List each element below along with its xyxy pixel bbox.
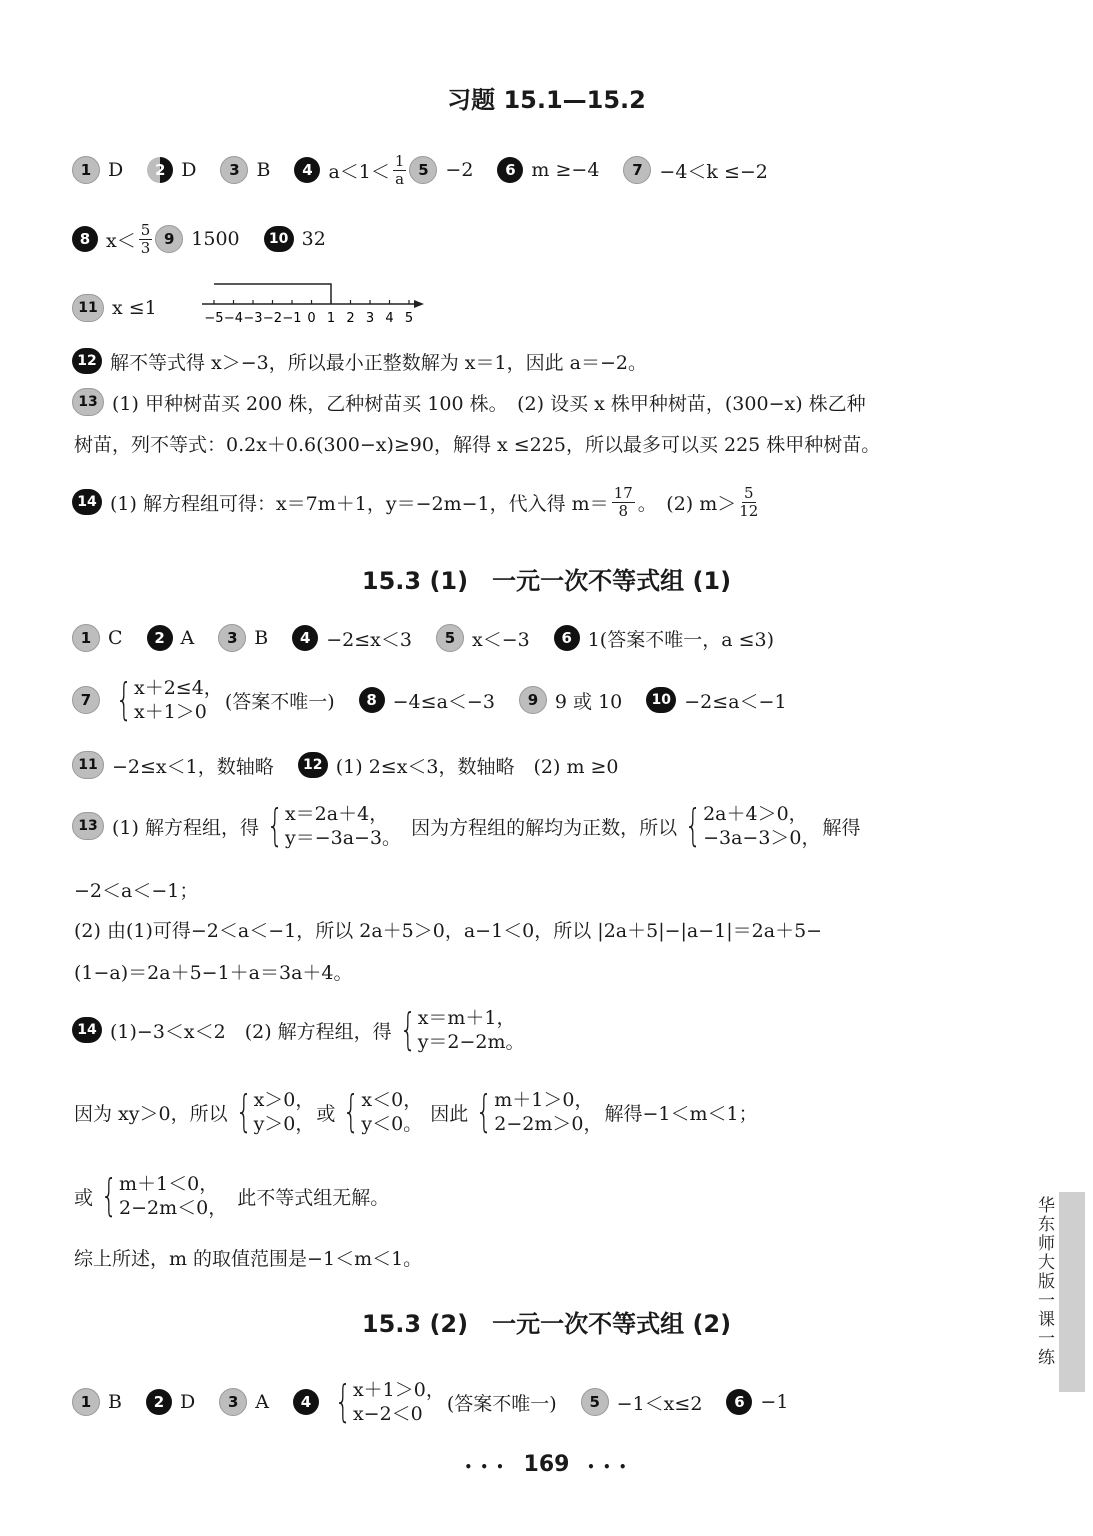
answer: −2≤x＜1，数轴略 [112, 755, 274, 778]
question-number: 14 [72, 1017, 102, 1043]
question-number: 5 [581, 1388, 609, 1416]
inequality-system: { x＋2≤4， x＋1＞0 [115, 674, 223, 725]
answer: D [181, 159, 197, 181]
question-number: 2 [147, 625, 173, 651]
side-tab [1059, 1192, 1085, 1392]
number-line [196, 278, 428, 328]
tick-label: 2 [346, 311, 355, 326]
answer: −4≤a＜−3 [392, 690, 495, 713]
page-dots-right: • • • [587, 1460, 629, 1474]
question-number: 2 [146, 1389, 172, 1415]
answer-conclusion: 综上所述，m 的取值范围是−1＜m＜1。 [74, 1248, 423, 1270]
answers-row-7 [74, 1170, 390, 1221]
question-number: 6 [726, 1389, 752, 1415]
fraction: $\frac{5}{3}$ [140, 220, 151, 257]
answer: C [108, 627, 123, 649]
question-number: 5 [409, 156, 437, 184]
question-number: 10 [646, 687, 676, 713]
inequality-system: { x＋1＞0， x−2＜0 [334, 1376, 445, 1427]
section-title-15-3-1: 15.3 (1) 一元一次不等式组 (1) [361, 567, 732, 595]
question-number: 9 [519, 686, 547, 714]
fraction: $\frac{1}{a}$ [394, 151, 405, 188]
tick-label: −1 [282, 311, 302, 326]
answers-row-4 [72, 800, 861, 851]
question-number: 8 [359, 687, 385, 713]
question-number: 2 [147, 157, 173, 183]
answer: (答案不唯一) [224, 690, 335, 713]
page-number [0, 1452, 1093, 1477]
answers-row-3 [72, 745, 619, 785]
tick-label: −4 [223, 311, 244, 326]
page-number-value: 169 [523, 1452, 570, 1477]
tick-label: −3 [243, 311, 263, 326]
answer: B [108, 1391, 122, 1413]
question-number: 5 [436, 624, 464, 652]
question-number: 4 [293, 1389, 319, 1415]
question-number: 11 [72, 294, 104, 322]
answer: −1＜x≤2 [616, 1392, 703, 1415]
question-number: 3 [220, 156, 248, 184]
fraction: $\frac{5}{12}$ [739, 483, 759, 520]
answer: 或 [316, 1102, 336, 1125]
tick-label: 0 [307, 311, 316, 326]
question-number: 1 [72, 156, 100, 184]
question-number: 4 [292, 625, 318, 651]
answer: x＜ [106, 229, 136, 252]
answer: B [256, 159, 271, 181]
fraction: $\frac{17}{8}$ [613, 483, 633, 520]
answer: 此不等式组无解。 [237, 1186, 390, 1209]
answers-row-2 [72, 219, 326, 259]
question-number: 6 [554, 625, 580, 651]
tick-label: 3 [365, 311, 375, 326]
answer: m ≥−4 [531, 159, 600, 181]
answers-row-5 [72, 1004, 527, 1055]
page-dots-left: • • • [464, 1460, 506, 1474]
answer: −2 [445, 159, 474, 181]
answer: A [255, 1391, 269, 1413]
answer: 解不等式得 x＞−3，所以最小正整数解为 x＝1，因此 a＝−2。 [110, 351, 647, 374]
question-number: 6 [497, 157, 523, 183]
answer: D [108, 159, 124, 181]
answer: 因此 [430, 1102, 469, 1125]
question-number: 1 [72, 624, 100, 652]
question-number: 3 [219, 1388, 247, 1416]
tick-label: 1 [326, 311, 336, 326]
answer: −1 [760, 1391, 789, 1413]
answer: 1(答案不唯一，a ≤3) [587, 628, 775, 651]
question-number: 4 [294, 157, 320, 183]
answer: 32 [301, 228, 326, 250]
tick-label: −5 [204, 311, 224, 326]
inequality-system: { x＜0， y＜0。 [343, 1086, 423, 1137]
answer: −2≤a＜−1 [684, 690, 787, 713]
answers-row-1 [72, 618, 774, 658]
question-number: 7 [623, 156, 651, 184]
section-title-15-1-15-2: 习题 15.1—15.2 [447, 86, 646, 114]
answer: 或 [74, 1186, 94, 1209]
answer: D [179, 1391, 196, 1413]
answer: A [180, 627, 195, 649]
answer: x ≤1 [112, 297, 157, 319]
question-number: 13 [72, 388, 104, 416]
tick-label: 4 [385, 311, 394, 326]
answer: 解得 [822, 816, 861, 839]
answers-row-1 [72, 150, 768, 190]
answer: B [254, 627, 269, 649]
answer: 解得−1＜m＜1； [604, 1102, 758, 1125]
answer: (1)−3＜x＜2 (2) 解方程组，得 [110, 1020, 392, 1043]
inequality-system: { x＞0， y＞0， [235, 1086, 315, 1137]
answer-continued: (2) 由(1)可得−2＜a＜−1，所以 2a＋5＞0，a−1＜0，所以 |2a＋5|−|a−1|＝2a＋5− [74, 920, 823, 942]
answer: (1) 解方程组，得 [112, 816, 259, 839]
answer: 1500 [191, 228, 240, 250]
answer: a＜1＜ [328, 160, 390, 183]
question-number: 7 [72, 686, 100, 714]
question-number: 12 [72, 348, 102, 374]
answer: −4＜k ≤−2 [659, 160, 768, 183]
answers-row-3 [72, 288, 157, 328]
answer: 。 (2) m＞ [637, 492, 737, 515]
tick-label: −2 [262, 311, 283, 326]
question-number: 8 [72, 226, 98, 252]
answer: 因为方程组的解均为正数，所以 [411, 816, 678, 839]
inequality-system: { m＋1＜0， 2−2m＜0， [100, 1170, 228, 1221]
answer: (1) 2≤x＜3，数轴略 (2) m ≥0 [335, 755, 619, 778]
answer: (1) 解方程组可得：x＝7m＋1，y＝−2m−1，代入得 m＝ [110, 492, 609, 515]
answer: 因为 xy＞0，所以 [74, 1102, 228, 1125]
question-number: 3 [218, 624, 246, 652]
answer: (1) 甲种树苗买 200 株，乙种树苗买 100 株。 (2) 设买 x 株甲种树苗，(300−x) 株乙种 [112, 392, 866, 415]
answer: 9 或 10 [554, 690, 623, 713]
answer-continued: 树苗，列不等式：0.2x＋0.6(300−x)≥90，解得 x ≤225，所以最多可以买 225 株甲种树苗。 [74, 434, 881, 456]
inequality-system: { 2a＋4＞0， −3a−3＞0， [684, 800, 821, 851]
answers-row-5 [72, 382, 866, 422]
answers-row-6 [74, 1086, 758, 1137]
answers-row-2 [72, 674, 787, 725]
question-number: 1 [72, 1388, 100, 1416]
side-label: 华东师大版一课一练 [1034, 1196, 1054, 1367]
answers-row-4 [72, 341, 647, 381]
answer: (答案不唯一) [446, 1392, 557, 1415]
question-number: 10 [264, 226, 294, 252]
equation-system: { x＝2a＋4， y＝−3a−3。 [266, 800, 402, 851]
question-number: 9 [155, 225, 183, 253]
answers-row-6 [72, 482, 761, 522]
question-number: 12 [298, 752, 328, 778]
answer: −2≤x＜3 [326, 628, 412, 651]
tick-label: 5 [404, 311, 414, 326]
question-number: 11 [72, 751, 104, 779]
question-number: 14 [72, 489, 102, 515]
inequality-system: { m＋1＞0， 2−2m＞0， [475, 1086, 603, 1137]
section-title-15-3-2: 15.3 (2) 一元一次不等式组 (2) [361, 1310, 732, 1338]
answers-row-1 [72, 1376, 789, 1427]
answer-continued: (1−a)＝2a＋5−1＋a＝3a＋4。 [74, 962, 353, 984]
equation-system: { x＝m＋1， y＝2−2m。 [399, 1004, 525, 1055]
answer-continued: −2＜a＜−1； [74, 880, 199, 902]
question-number: 13 [72, 812, 104, 840]
answer: x＜−3 [471, 628, 530, 651]
